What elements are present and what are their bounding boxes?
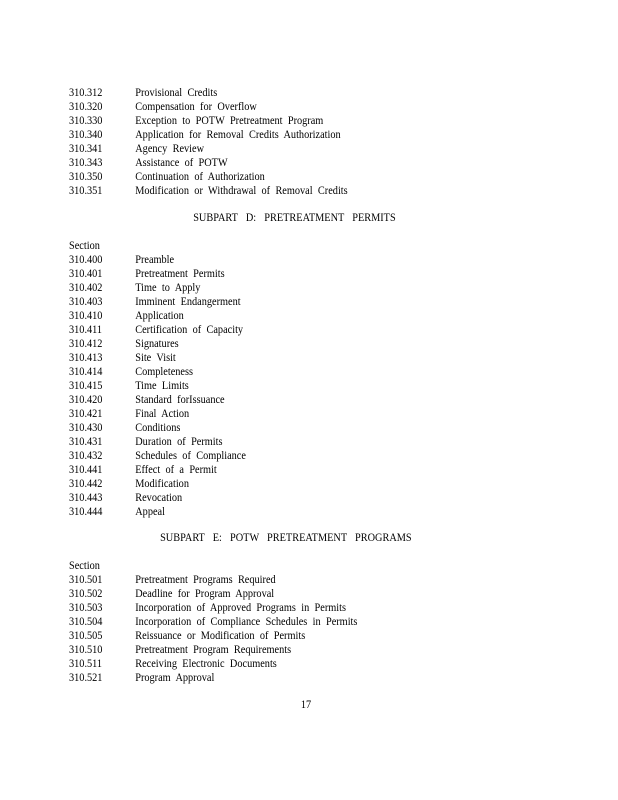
section-title: Appeal — [135, 506, 165, 518]
section-title: Effect of a Permit — [135, 464, 217, 476]
section-number: 310.400 — [69, 254, 103, 266]
section-number: 310.432 — [69, 450, 103, 462]
section-title: Receiving Electronic Documents — [135, 658, 277, 670]
section-column-label: Section — [69, 560, 100, 572]
section-title: Standard forIssuance — [135, 394, 225, 406]
section-number: 310.330 — [69, 115, 103, 127]
toc-row — [69, 629, 357, 643]
subpart-d-section-list — [69, 253, 246, 519]
section-title: Program Approval — [135, 672, 215, 684]
toc-row — [69, 477, 246, 491]
section-title: Time to Apply — [135, 282, 201, 294]
toc-row — [69, 253, 246, 267]
section-number: 310.442 — [69, 478, 103, 490]
section-title: Continuation of Authorization — [135, 171, 265, 183]
section-number: 310.431 — [69, 436, 103, 448]
section-title: Agency Review — [135, 143, 205, 155]
section-title: Modification or Withdrawal of Removal Credits — [135, 185, 348, 197]
section-number: 310.351 — [69, 185, 103, 197]
section-title: Schedules of Compliance — [135, 450, 246, 462]
section-number: 310.350 — [69, 171, 103, 183]
toc-row — [69, 657, 357, 671]
toc-row — [69, 156, 348, 170]
section-title: Site Visit — [135, 352, 176, 364]
toc-row — [69, 309, 246, 323]
section-number: 310.411 — [69, 324, 103, 336]
section-title: Pretreatment Permits — [135, 268, 225, 280]
section-title: Final Action — [135, 408, 190, 420]
section-title: Signatures — [135, 338, 179, 350]
section-title: Incorporation of Compliance Schedules in Permits — [135, 616, 358, 628]
section-number: 310.410 — [69, 310, 103, 322]
section-title: Compensation for Overflow — [135, 101, 257, 113]
toc-row — [69, 128, 348, 142]
section-number: 310.441 — [69, 464, 103, 476]
section-title: Provisional Credits — [135, 87, 218, 99]
section-number: 310.430 — [69, 422, 103, 434]
section-number: 310.402 — [69, 282, 103, 294]
section-number: 310.443 — [69, 492, 103, 504]
toc-row — [69, 449, 246, 463]
section-number: 310.503 — [69, 602, 103, 614]
section-number: 310.502 — [69, 588, 103, 600]
section-number: 310.312 — [69, 87, 103, 99]
toc-row — [69, 463, 246, 477]
section-title: Certification of Capacity — [135, 324, 244, 336]
section-title: Duration of Permits — [135, 436, 223, 448]
section-title: Modification — [135, 478, 189, 490]
toc-row — [69, 184, 348, 198]
toc-row — [69, 281, 246, 295]
toc-row — [69, 337, 246, 351]
section-number: 310.511 — [69, 658, 103, 670]
toc-row — [69, 267, 246, 281]
section-number: 310.341 — [69, 143, 103, 155]
section-number: 310.403 — [69, 296, 103, 308]
toc-row — [69, 671, 357, 685]
section-number: 310.501 — [69, 574, 103, 586]
section-number: 310.340 — [69, 129, 103, 141]
section-number: 310.504 — [69, 616, 103, 628]
section-title: Assistance of POTW — [135, 157, 228, 169]
toc-row — [69, 643, 357, 657]
toc-row — [69, 379, 246, 393]
toc-row — [69, 170, 348, 184]
section-title: Time Limits — [135, 380, 189, 392]
section-title: Reissuance or Modification of Permits — [135, 630, 306, 642]
section-title: Application — [135, 310, 184, 322]
toc-row — [69, 587, 357, 601]
section-title: Preamble — [135, 254, 175, 266]
toc-row — [69, 421, 246, 435]
section-number: 310.413 — [69, 352, 103, 364]
section-title: Conditions — [135, 422, 181, 434]
toc-row — [69, 573, 357, 587]
subpart-d-block — [69, 239, 246, 519]
section-title: Pretreatment Program Requirements — [135, 644, 292, 656]
toc-row — [69, 323, 246, 337]
section-column-label: Section — [69, 240, 100, 252]
section-title: Deadline for Program Approval — [135, 588, 275, 600]
toc-row — [69, 295, 246, 309]
section-title: Incorporation of Approved Programs in Permits — [135, 602, 347, 614]
subpart-c-section-list — [69, 86, 348, 198]
section-number: 310.320 — [69, 101, 103, 113]
section-title: Application for Removal Credits Authorization — [135, 129, 341, 141]
toc-row — [69, 351, 246, 365]
toc-row — [69, 407, 246, 421]
section-number: 310.510 — [69, 644, 103, 656]
toc-row — [69, 491, 246, 505]
section-title: Completeness — [135, 366, 193, 378]
section-number: 310.521 — [69, 672, 103, 684]
section-title: Exception to POTW Pretreatment Program — [135, 115, 324, 127]
toc-row — [69, 114, 348, 128]
section-number: 310.444 — [69, 506, 103, 518]
page-number: 17 — [300, 699, 312, 711]
subpart-e-block — [69, 559, 357, 685]
section-number: 310.414 — [69, 366, 103, 378]
toc-row — [69, 86, 348, 100]
section-number: 310.412 — [69, 338, 103, 350]
toc-row — [69, 505, 246, 519]
toc-row — [69, 435, 246, 449]
subpart-d-heading: SUBPART D: PRETREATMENT PERMITS — [193, 212, 396, 224]
subpart-e-heading: SUBPART E: POTW PRETREATMENT PROGRAMS — [160, 532, 412, 544]
toc-row — [69, 601, 357, 615]
section-number: 310.421 — [69, 408, 103, 420]
section-title: Pretreatment Programs Required — [135, 574, 276, 586]
section-number: 310.343 — [69, 157, 103, 169]
section-number: 310.420 — [69, 394, 103, 406]
toc-row — [69, 615, 357, 629]
toc-row — [69, 365, 246, 379]
toc-row — [69, 142, 348, 156]
section-number: 310.401 — [69, 268, 103, 280]
section-title: Imminent Endangerment — [135, 296, 241, 308]
section-title: Revocation — [135, 492, 183, 504]
section-number: 310.505 — [69, 630, 103, 642]
toc-row — [69, 100, 348, 114]
subpart-e-section-list — [69, 573, 357, 685]
section-number: 310.415 — [69, 380, 103, 392]
toc-row — [69, 393, 246, 407]
